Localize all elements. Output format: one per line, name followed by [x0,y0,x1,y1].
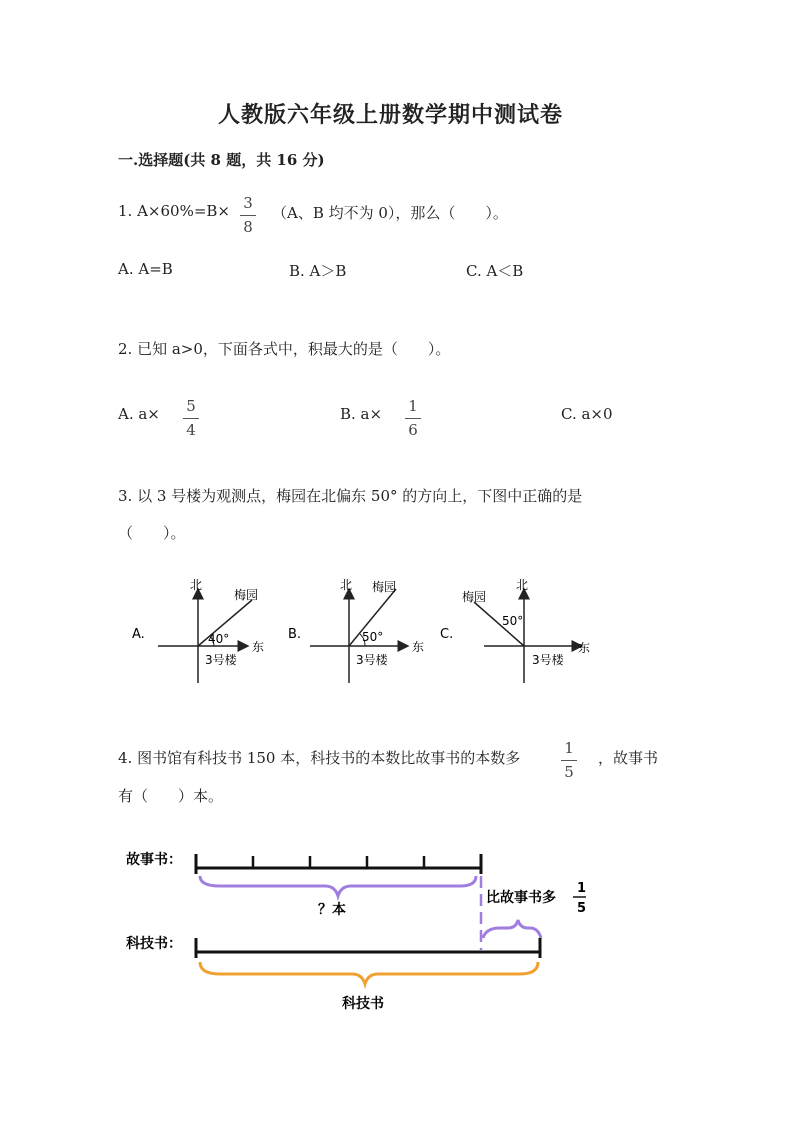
section-heading: 一.选择题(共 8 题，共 16 分) [118,151,325,169]
q3-stem-line1: 3. 以 3 号楼为观测点，梅园在北偏东 50° 的方向上，下图中正确的是 [118,487,583,505]
q1-fraction [240,194,256,236]
fraction-denominator: 4 [186,421,196,439]
fraction-numerator: 1 [408,397,418,415]
story-books-label: 故事书： [126,852,182,868]
q4-stem-end: ，故事书 [598,749,659,767]
story-books-brace [200,876,476,896]
q1-stem-start: 1. A×60%=B× [118,202,230,220]
angle-label: 40° [208,632,230,646]
tech-books-brace-label: 科技书 [342,996,384,1012]
fraction-numerator: 1 [564,739,574,757]
extra-part-brace [483,920,541,938]
east-label: 东 [578,641,591,655]
angle-label: 50° [502,614,524,628]
target-label: 梅园 [234,588,259,602]
q2-stem: 2. 已知 a>0，下面各式中，积最大的是（ ）。 [118,340,451,358]
q3-stem-line2: （ ）。 [118,524,186,542]
target-label: 梅园 [372,580,397,594]
diagram-label: B. [288,627,302,642]
fraction-denominator: 8 [243,218,253,236]
q4-line-segment-diagram [120,840,600,1020]
fraction-numerator: 3 [243,194,253,212]
story-books-brace-label: ？本 [318,902,346,918]
east-label: 东 [252,640,265,654]
origin-label: 3号楼 [205,653,237,667]
diagram-label: A. [132,627,145,642]
q4-stem-line2: 有（ ）本。 [118,787,224,805]
q2-option-c: C. a×0 [561,405,613,423]
page-title: 人教版六年级上册数学期中测试卷 [218,102,564,128]
q1-option-a: A. A=B [118,260,173,278]
north-label: 北 [516,578,529,592]
angle-label: 50° [362,630,384,644]
diagram-label: C. [440,627,454,642]
q2-fraction-b [405,397,421,439]
north-label: 北 [190,578,203,592]
q1-option-b: B. A＞B [289,262,347,280]
q2-option-b: B. a× [340,405,383,423]
east-label: 东 [412,640,425,654]
more-fraction-numerator: 1 [577,881,587,896]
q1-stem-end: （A、B 均不为 0），那么（ ）。 [272,204,508,222]
q3-direction-diagrams [110,575,600,690]
target-label: 梅园 [462,590,487,604]
north-label: 北 [340,578,353,592]
fraction-numerator: 5 [186,397,196,415]
fraction-denominator: 6 [408,421,418,439]
q1-option-c: C. A＜B [466,262,524,280]
origin-label: 3号楼 [532,653,564,667]
tech-books-label: 科技书： [126,936,182,952]
q4-stem-start: 4. 图书馆有科技书 150 本，科技书的本数比故事书的本数多 [118,749,521,767]
origin-label: 3号楼 [356,653,388,667]
diagram-c [440,578,590,683]
fraction-denominator: 5 [564,763,574,781]
q2-fraction-a [183,397,199,439]
diagram-b [288,578,424,683]
q4-fraction [561,739,577,781]
tech-books-brace [200,962,538,984]
diagram-a [132,578,264,683]
more-than-label: 比故事书多 [486,890,556,906]
more-fraction-denominator: 5 [577,901,587,916]
q2-option-a: A. a× [118,405,160,423]
